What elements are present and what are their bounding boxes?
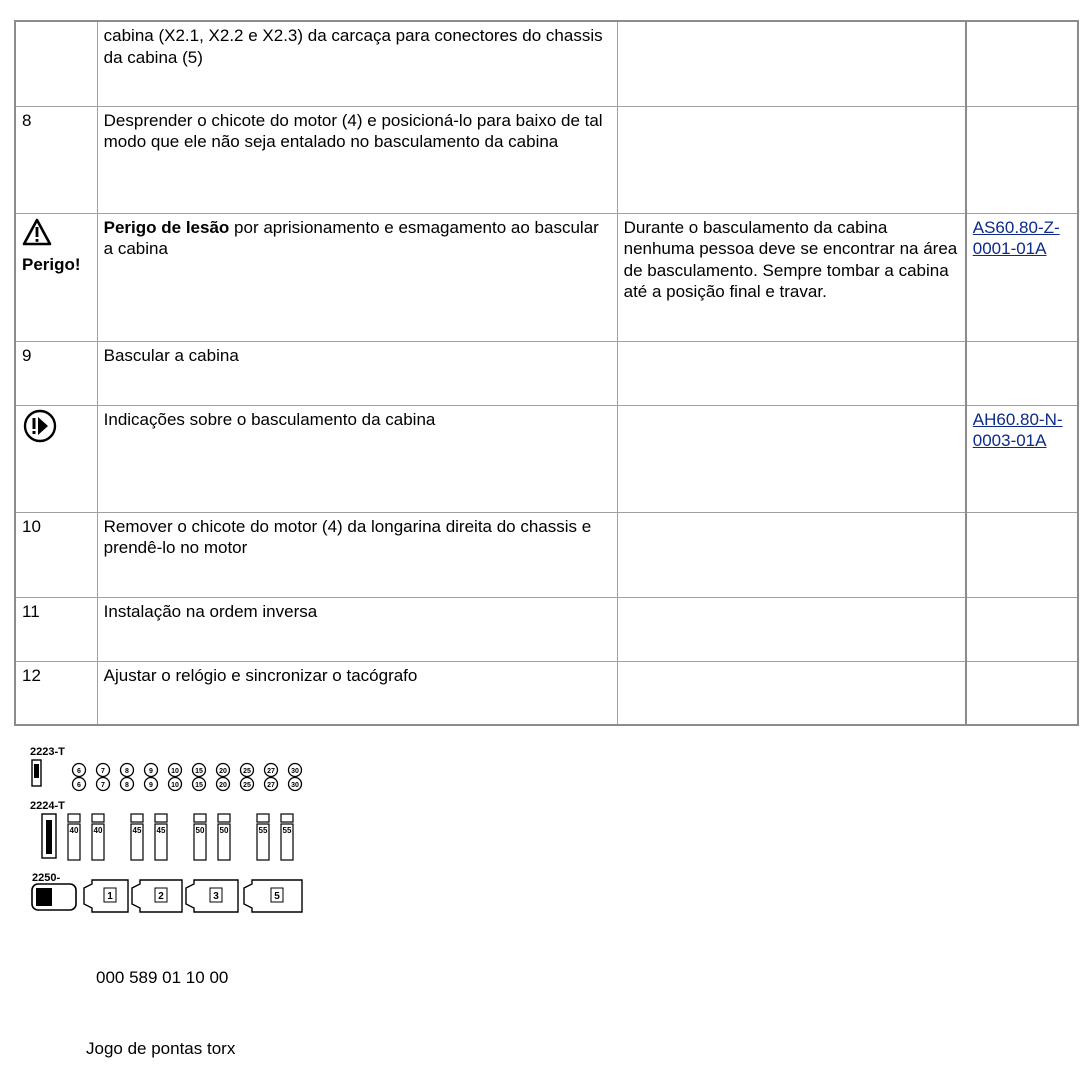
- info-note: [617, 405, 966, 512]
- svg-text:25: 25: [243, 768, 251, 775]
- step-text: Bascular a cabina: [97, 341, 617, 405]
- torx-bit-8: [121, 778, 134, 791]
- step-text: Instalação na ordem inversa: [97, 597, 617, 661]
- svg-text:40: 40: [93, 826, 103, 835]
- svg-text:8: 8: [125, 768, 129, 775]
- adapter-3: [186, 880, 238, 912]
- long-bit-40: [92, 814, 104, 860]
- svg-text:55: 55: [258, 826, 268, 835]
- step-note: [617, 21, 966, 106]
- warning-text: [97, 213, 617, 341]
- svg-text:6: 6: [77, 768, 81, 775]
- svg-text:30: 30: [291, 782, 299, 789]
- step-ref: [966, 21, 1078, 106]
- torx-bit-10: [169, 778, 182, 791]
- info-ref-link[interactable]: AH60.80-N-0003-01A: [972, 409, 1063, 450]
- step-number: 11: [15, 597, 97, 661]
- info-text: Indicações sobre o basculamento da cabina: [97, 405, 617, 512]
- step-ref: [966, 597, 1078, 661]
- torx-bit-15: [193, 764, 206, 777]
- table-row: [15, 341, 1078, 405]
- torx-bit-6: [73, 764, 86, 777]
- svg-text:9: 9: [149, 782, 153, 789]
- step-text: Remover o chicote do motor (4) da longarina direita do chassis e prendê-lo no motor: [97, 512, 617, 597]
- table-row: [15, 661, 1078, 725]
- svg-text:5: 5: [274, 891, 280, 902]
- torx-bit-7: [97, 778, 110, 791]
- svg-text:30: 30: [291, 768, 299, 775]
- step-number: 12: [15, 661, 97, 725]
- info-row: [15, 405, 1078, 512]
- svg-text:45: 45: [156, 826, 166, 835]
- torx-bit-27: [265, 764, 278, 777]
- ratchet-2250-knurl: [36, 888, 52, 906]
- step-text: Desprender o chicote do motor (4) e posicioná-lo para baixo de tal modo que ele não seja entalado no basculamento da cabina: [97, 106, 617, 213]
- step-note: [617, 661, 966, 725]
- step-number: 9: [15, 341, 97, 405]
- set-label-2223: 2223-T: [30, 746, 65, 758]
- torx-bit-20: [217, 764, 230, 777]
- svg-text:9: 9: [149, 768, 153, 775]
- torx-bit-9: [145, 764, 158, 777]
- long-bit-55: [257, 814, 269, 860]
- step-ref: [966, 341, 1078, 405]
- torx-bit-20: [217, 778, 230, 791]
- svg-text:50: 50: [195, 826, 205, 835]
- step-ref: [966, 661, 1078, 725]
- step-text: cabina (X2.1, X2.2 e X2.3) da carcaça para conectores do chassis da cabina (5): [97, 21, 617, 106]
- step-number: 8: [15, 106, 97, 213]
- long-bit-40: [68, 814, 80, 860]
- warning-cell: [15, 213, 97, 341]
- svg-text:27: 27: [267, 782, 275, 789]
- procedure-table: [14, 20, 1079, 726]
- svg-text:25: 25: [243, 782, 251, 789]
- svg-text:10: 10: [171, 768, 179, 775]
- svg-text:15: 15: [195, 782, 203, 789]
- svg-text:40: 40: [69, 826, 79, 835]
- warning-triangle-icon: [22, 217, 52, 247]
- warning-label: Perigo!: [22, 255, 81, 274]
- svg-text:7: 7: [101, 782, 105, 789]
- torx-bit-10: [169, 764, 182, 777]
- step-note: [617, 512, 966, 597]
- svg-text:1: 1: [107, 891, 113, 902]
- svg-text:8: 8: [125, 782, 129, 789]
- torx-bit-27: [265, 778, 278, 791]
- warning-bold-text: Perigo de lesão: [103, 217, 230, 237]
- long-bit-50: [194, 814, 206, 860]
- table-row: [15, 106, 1078, 213]
- torx-bit-30: [289, 778, 302, 791]
- long-bit-45: [155, 814, 167, 860]
- step-note: [617, 106, 966, 213]
- torx-bit-30: [289, 764, 302, 777]
- step-ref: [966, 106, 1078, 213]
- svg-text:10: 10: [171, 782, 179, 789]
- svg-text:50: 50: [219, 826, 229, 835]
- set-label-2250: 2250-: [32, 872, 61, 884]
- info-hint-icon: [22, 409, 60, 443]
- svg-text:7: 7: [101, 768, 105, 775]
- step-note: [617, 341, 966, 405]
- torx-bit-25: [241, 778, 254, 791]
- long-bit-50: [218, 814, 230, 860]
- step-note: [617, 597, 966, 661]
- long-bit-45: [131, 814, 143, 860]
- table-row: [15, 512, 1078, 597]
- warning-ref-cell: [966, 213, 1078, 341]
- svg-text:6: 6: [77, 782, 81, 789]
- info-ref-cell: [966, 405, 1078, 512]
- step-number: 10: [15, 512, 97, 597]
- bit-holder-2224-shank: [46, 820, 52, 854]
- tool-name: Jogo de pontas torx: [86, 1039, 236, 1058]
- torx-bit-8: [121, 764, 134, 777]
- step-text: Ajustar o relógio e sincronizar o tacógrafo: [97, 661, 617, 725]
- svg-text:27: 27: [267, 768, 275, 775]
- svg-text:20: 20: [219, 768, 227, 775]
- torx-bit-9: [145, 778, 158, 791]
- svg-text:15: 15: [195, 768, 203, 775]
- torx-bit-7: [97, 764, 110, 777]
- adapter-5: [244, 880, 302, 912]
- table-row: [15, 597, 1078, 661]
- warning-ref-link[interactable]: AS60.80-Z-0001-01A: [972, 217, 1060, 258]
- warning-row: [15, 213, 1078, 341]
- torx-bit-25: [241, 764, 254, 777]
- torx-bit-15: [193, 778, 206, 791]
- step-number: [15, 21, 97, 106]
- torx-bit-set-illustration: [28, 742, 318, 920]
- adapter-1: [84, 880, 128, 912]
- warning-note: Durante o basculamento da cabina nenhuma pessoa deve se encontrar na área de basculamento. Sempre tombar a cabina até a posição final e travar.: [617, 213, 966, 341]
- long-bit-55: [281, 814, 293, 860]
- torx-bit-6: [73, 778, 86, 791]
- info-cell: [15, 405, 97, 512]
- set-label-2224: 2224-T: [30, 800, 65, 812]
- tool-part-number: 000 589 01 10 00: [96, 968, 229, 987]
- svg-text:45: 45: [132, 826, 142, 835]
- adapter-2: [132, 880, 182, 912]
- svg-text:20: 20: [219, 782, 227, 789]
- warning-rest-text: por aprisionamento e esmagamento ao bascular a cabina: [103, 217, 599, 258]
- svg-text:55: 55: [282, 826, 292, 835]
- bit-holder-2223-shank: [34, 764, 39, 778]
- table-row: [15, 21, 1078, 106]
- svg-text:2: 2: [158, 891, 164, 902]
- step-ref: [966, 512, 1078, 597]
- svg-text:3: 3: [213, 891, 219, 902]
